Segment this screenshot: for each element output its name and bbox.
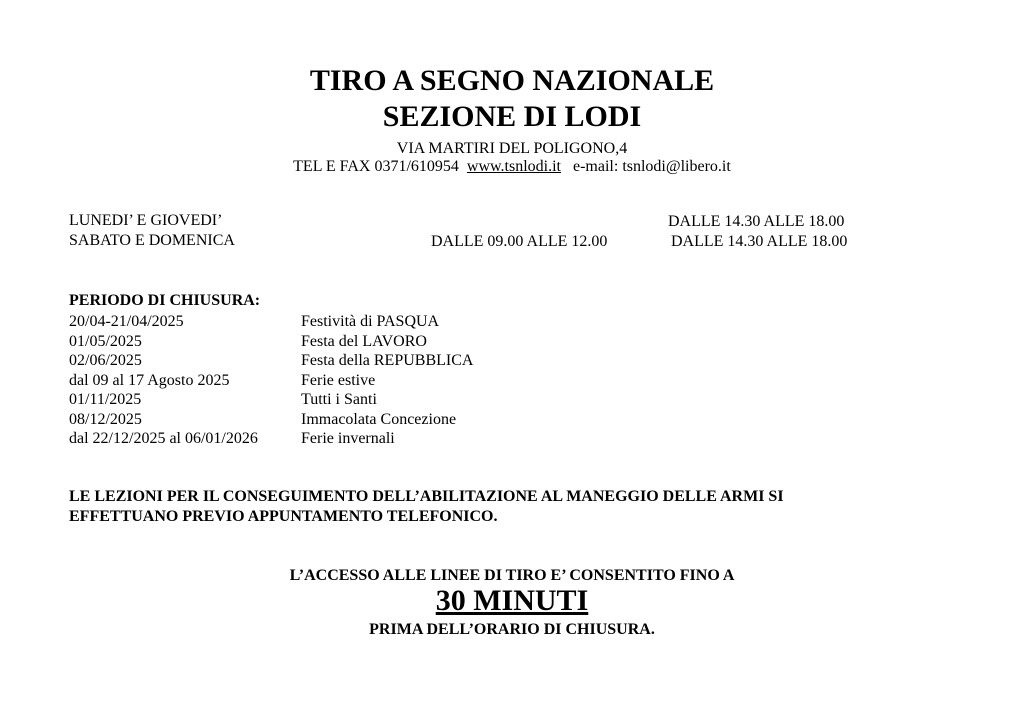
closure-reason: Ferie invernali: [301, 430, 395, 447]
hours-row: [69, 212, 222, 232]
hours-afternoon: DALLE 14.30 ALLE 18.00: [671, 233, 848, 250]
title-line-1: TIRO A SEGNO NAZIONALE: [309, 64, 715, 97]
title-line-2: SEZIONE DI LODI: [382, 100, 642, 133]
hours-days: SABATO E DOMENICA: [69, 232, 235, 249]
closure-date: 02/06/2025: [69, 352, 142, 369]
access-emphasis: 30 MINUTI: [435, 584, 589, 617]
closure-date: 20/04-21/04/2025: [69, 313, 184, 330]
closure-reason: Festa della REPUBBLICA: [301, 352, 474, 369]
access-line-2: PRIMA DELL’ORARIO DI CHIUSURA.: [369, 621, 655, 638]
phone-fax: TEL E FAX 0371/610954: [293, 158, 459, 175]
hours-afternoon: DALLE 14.30 ALLE 18.00: [668, 213, 845, 230]
list-item: [69, 371, 473, 391]
closure-reason: Festa del LAVORO: [301, 332, 427, 350]
list-item: [69, 410, 473, 430]
list-item: [69, 351, 473, 371]
list-item: [69, 390, 473, 410]
list-item: [69, 429, 473, 449]
access-line-1: L’ACCESSO ALLE LINEE DI TIRO E’ CONSENTITO FINO A: [289, 567, 735, 584]
closure-date: dal 09 al 17 Agosto 2025: [69, 371, 230, 389]
closure-reason: Festività di PASQUA: [301, 313, 440, 330]
list-item: [69, 312, 473, 332]
contact-line: [0, 157, 1024, 177]
address: VIA MARTIRI DEL POLIGONO,4: [396, 140, 628, 157]
closure-heading: PERIODO DI CHIUSURA:: [69, 292, 261, 309]
hours-days: LUNEDI’ E GIOVEDI’: [69, 212, 223, 229]
email: e-mail: tsnlodi@libero.it: [573, 158, 731, 175]
closure-reason: Tutti i Santi: [301, 391, 377, 408]
closure-reason: Ferie estive: [301, 371, 376, 389]
hours-row: [69, 232, 235, 252]
closure-date: 01/05/2025: [69, 332, 142, 350]
hours-morning: DALLE 09.00 ALLE 12.00: [431, 233, 608, 250]
closure-reason: Immacolata Concezione: [301, 410, 457, 428]
lessons-line-1: LE LEZIONI PER IL CONSEGUIMENTO DELL’ABILITAZIONE AL MANEGGIO DELLE ARMI SI: [69, 488, 784, 505]
closure-date: 01/11/2025: [69, 391, 142, 408]
website-link[interactable]: www.tsnlodi.it: [466, 158, 561, 175]
closure-list: [69, 312, 473, 449]
lessons-line-2: EFFETTUANO PREVIO APPUNTAMENTO TELEFONICO.: [69, 508, 498, 525]
closure-date: 08/12/2025: [69, 410, 142, 428]
list-item: [69, 332, 473, 352]
closure-date: dal 22/12/2025 al 06/01/2026: [69, 430, 258, 447]
